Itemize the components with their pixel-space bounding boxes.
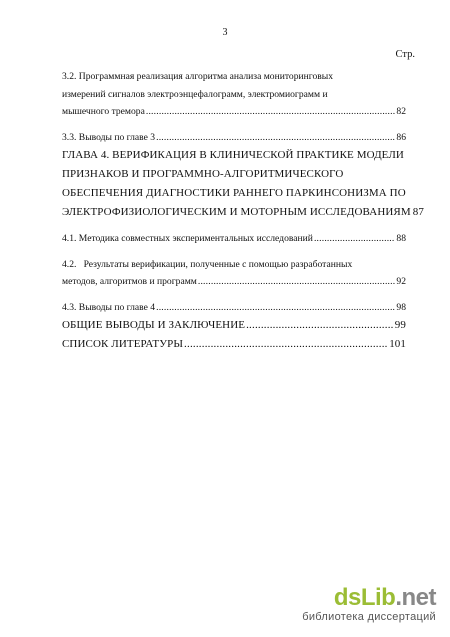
toc-entry-title: ЭЛЕКТРОФИЗИОЛОГИЧЕСКИМ И МОТОРНЫМ ИССЛЕДОВАНИЯМ (62, 206, 411, 218)
toc-entry-conclusions[interactable] (62, 316, 406, 335)
dot-leader (146, 103, 396, 121)
toc-page-number: 87 (412, 206, 424, 218)
toc-entry-title: ОБЩИЕ ВЫВОДЫ И ЗАКЛЮЧЕНИЕ (62, 319, 246, 331)
dot-leader (184, 335, 388, 354)
toc-entry-title: 4.3. Выводы по главе 4 (62, 301, 156, 313)
dot-leader (198, 273, 396, 291)
toc-line: ПРИЗНАКОВ И ПРОГРАММНО-АЛГОРИТМИЧЕСКОГО (62, 168, 344, 180)
toc-entry-4-3[interactable] (62, 299, 406, 317)
toc-entry-title: СПИСОК ЛИТЕРАТУРЫ (62, 338, 184, 350)
toc-entry-title: методов, алгоритмов и программ (62, 276, 197, 287)
toc-line: 3.2. Программная реализация алгоритма анализа мониторинговых (62, 71, 334, 82)
toc-line: ГЛАВА 4. ВЕРИФИКАЦИЯ В КЛИНИЧЕСКОЙ ПРАКТИКЕ МОДЕЛИ (62, 149, 404, 161)
toc-entry-references[interactable] (62, 335, 406, 354)
toc-page-number: 99 (394, 319, 406, 331)
dot-leader (314, 230, 395, 248)
logo-lib: Lib (360, 584, 396, 611)
dot-leader (156, 299, 395, 317)
toc-entry-3-3[interactable] (62, 129, 406, 147)
toc-page-number: 92 (396, 276, 406, 287)
dot-leader (246, 316, 394, 335)
watermark-subtitle: библиотека диссертаций (302, 611, 436, 623)
toc-page-number: 86 (396, 131, 406, 143)
toc-entry-chapter-4[interactable] (62, 146, 424, 222)
toc-entry-title: 3.3. Выводы по главе 3 (62, 131, 156, 143)
toc-entry-3-2[interactable] (62, 68, 406, 121)
toc-line: ОБЕСПЕЧЕНИЯ ДИАГНОСТИКИ РАННЕГО ПАРКИНСОНИЗМА ПО (62, 187, 406, 199)
dslib-watermark[interactable] (302, 586, 436, 623)
table-of-contents (62, 68, 424, 354)
toc-line: 4.2. Результаты верификации, полученные с помощью разработанных (62, 258, 353, 270)
toc-page-number: 82 (396, 106, 406, 117)
toc-entry-title: 4.1. Методика совместных экспериментальных исследований (62, 233, 313, 244)
toc-entry-title: мышечного тремора (62, 106, 145, 117)
logo-dot: . (395, 584, 402, 611)
toc-page-number: 98 (396, 301, 406, 313)
toc-page-number: 88 (396, 233, 406, 244)
toc-line: измерений сигналов электроэнцефалограмм, электромиограмм и (62, 88, 328, 100)
page-number: 3 (222, 27, 228, 38)
toc-entry-4-1[interactable] (62, 230, 406, 248)
page-column-label: Стр. (395, 49, 415, 60)
dslib-logo (302, 586, 436, 610)
toc-entry-4-2[interactable] (62, 256, 406, 291)
dot-leader (156, 129, 395, 147)
toc-page-number: 101 (389, 338, 406, 350)
logo-ds: ds (333, 584, 361, 611)
logo-net: net (401, 584, 436, 611)
